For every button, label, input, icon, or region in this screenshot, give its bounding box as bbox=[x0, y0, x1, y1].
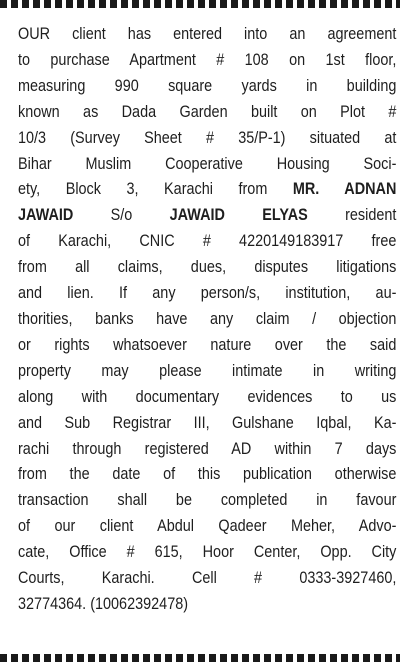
notice-text-segment: known as Dada Garden built on Plot # bbox=[18, 102, 397, 121]
notice-text-segment: to purchase Apartment # 108 on 1st floor, bbox=[18, 50, 397, 69]
notice-bold-name: MR. ADNAN bbox=[292, 180, 397, 199]
notice-line bbox=[18, 229, 396, 255]
notice-line bbox=[18, 462, 396, 488]
notice-text-segment: thorities, banks have any claim / objection bbox=[18, 309, 397, 328]
notice-bold-name: JAWAID bbox=[18, 206, 74, 225]
notice-text-segment: from the date of this publication otherwise bbox=[18, 465, 397, 484]
notice-text-segment: of Karachi, CNIC # 4220149183917 free bbox=[18, 232, 397, 251]
notice-line bbox=[18, 74, 396, 100]
notice-line bbox=[18, 307, 396, 333]
notice-text-segment: ety, Block 3, Karachi from bbox=[18, 180, 293, 199]
notice-text-segment: resident bbox=[307, 206, 397, 225]
notice-line bbox=[18, 385, 396, 411]
notice-body-text bbox=[18, 22, 396, 618]
notice-text-segment: 10/3 (Survey Sheet # 35/P-1) situated at bbox=[18, 128, 397, 147]
notice-text-segment: transaction shall be completed in favour bbox=[18, 491, 397, 510]
notice-bold-name: JAWAID ELYAS bbox=[169, 206, 308, 225]
notice-text-segment: along with documentary evidences to us bbox=[18, 387, 397, 406]
notice-text-segment: Courts, Karachi. Cell # 0333-3927460, bbox=[18, 569, 397, 588]
notice-text-segment: or rights whatsoever nature over the said bbox=[18, 335, 397, 354]
notice-text-segment: OUR client has entered into an agreement bbox=[18, 25, 397, 43]
notice-line bbox=[18, 411, 396, 437]
notice-line bbox=[18, 255, 396, 281]
notice-text-segment: from all claims, dues, disputes litigations bbox=[18, 258, 397, 277]
notice-line bbox=[18, 540, 396, 566]
dashed-border-top bbox=[0, 0, 400, 8]
notice-text-segment: 32774364. (10062392478) bbox=[18, 594, 189, 613]
notice-text-segment: cate, Office # 615, Hoor Center, Opp. City bbox=[18, 543, 397, 562]
notice-line bbox=[18, 203, 396, 229]
notice-line bbox=[18, 281, 396, 307]
notice-line bbox=[18, 566, 396, 592]
notice-text-segment: measuring 990 square yards in building bbox=[18, 76, 397, 95]
notice-text-segment: Bihar Muslim Cooperative Housing Soci- bbox=[18, 154, 397, 173]
notice-text-segment: property may please intimate in writing bbox=[18, 361, 397, 380]
notice-text-segment: rachi through registered AD within 7 days bbox=[18, 439, 397, 458]
notice-line bbox=[18, 488, 396, 514]
notice-line bbox=[18, 333, 396, 359]
notice-text-segment: and lien. If any person/s, institution, au- bbox=[18, 284, 397, 303]
notice-text-segment: S/o bbox=[73, 206, 170, 225]
notice-line bbox=[18, 592, 396, 618]
notice-text-segment: and Sub Registrar III, Gulshane Iqbal, Ka- bbox=[18, 413, 397, 432]
notice-text-segment: of our client Abdul Qadeer Meher, Advo- bbox=[18, 517, 397, 536]
notice-line bbox=[18, 100, 396, 126]
notice-line bbox=[18, 152, 396, 178]
notice-line bbox=[18, 22, 396, 48]
notice-line bbox=[18, 514, 396, 540]
notice-line bbox=[18, 177, 396, 203]
notice-line bbox=[18, 126, 396, 152]
notice-line bbox=[18, 359, 396, 385]
notice-line bbox=[18, 48, 396, 74]
dashed-border-bottom bbox=[0, 654, 400, 662]
notice-line bbox=[18, 437, 396, 463]
